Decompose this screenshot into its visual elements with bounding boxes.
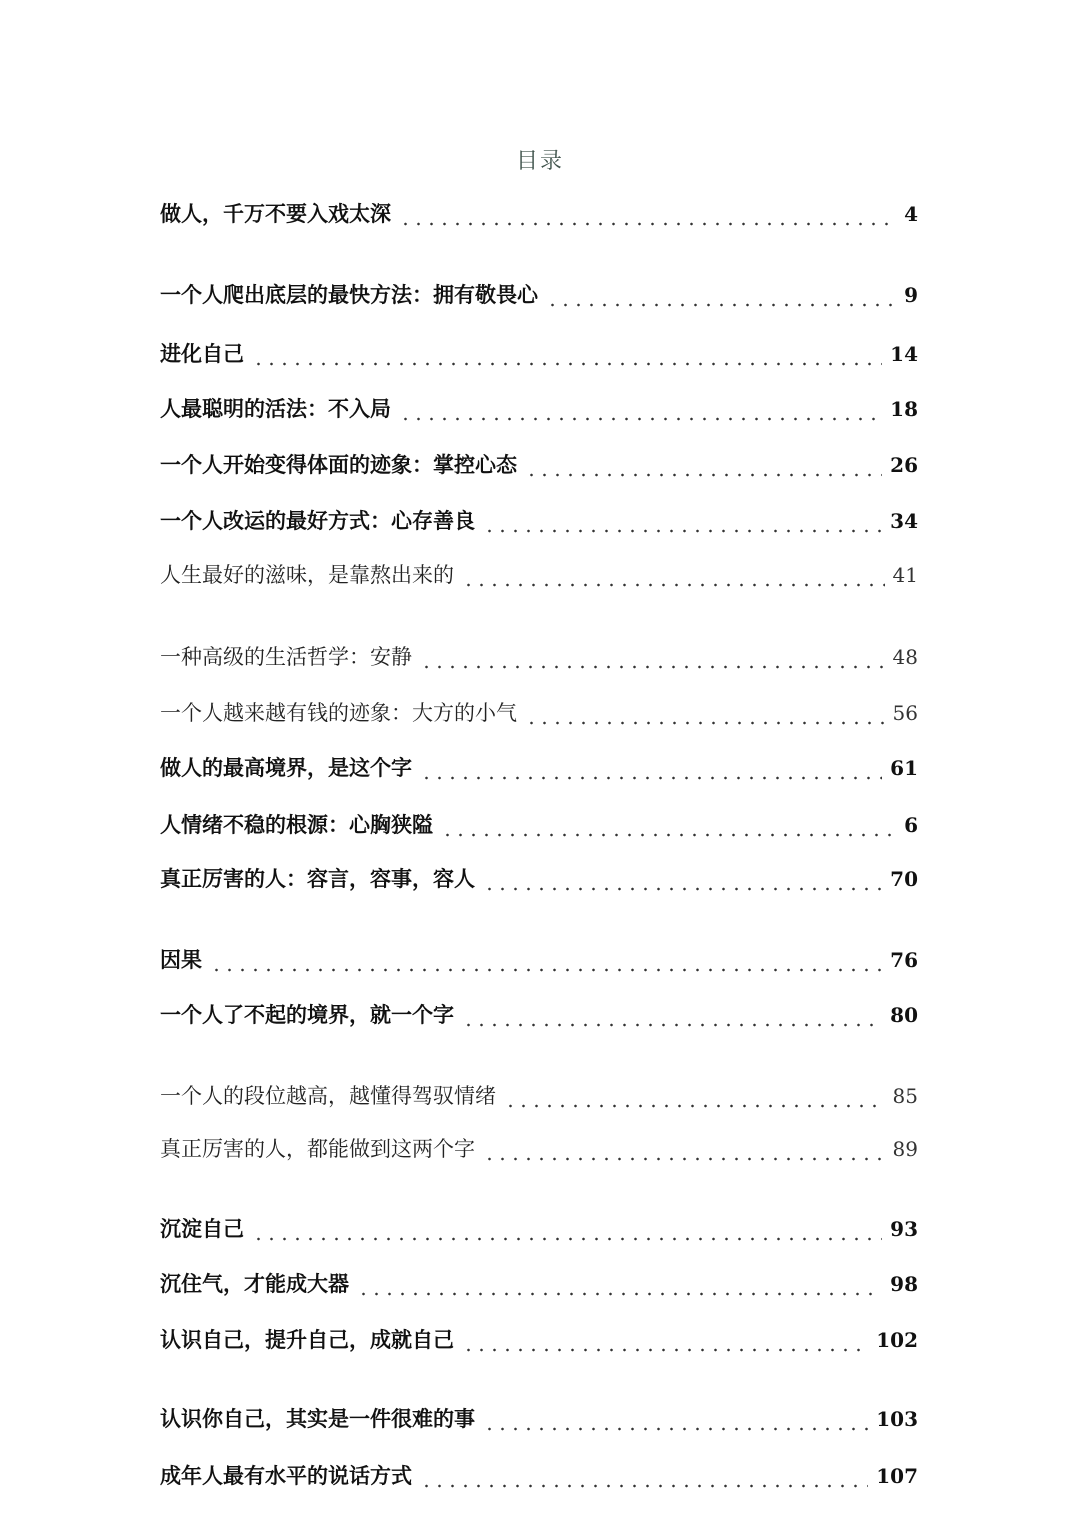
toc-entry-page: 6 (904, 813, 918, 837)
toc-entry-page: 89 (892, 1137, 918, 1161)
toc-entry[interactable] (160, 1267, 918, 1301)
toc-entry-page: 34 (890, 509, 918, 533)
toc-entry-title: 真正厉害的人，都能做到这两个字 (160, 1137, 475, 1161)
toc-entry-title: 人生最好的滋味，是靠熬出来的 (160, 563, 454, 587)
toc-entry-page: 4 (904, 202, 918, 226)
dot-leader (399, 210, 896, 226)
toc-entry-page: 102 (876, 1328, 918, 1352)
toc-entry[interactable] (160, 1079, 918, 1113)
toc-entry-title: 做人的最高境界，是这个字 (160, 756, 412, 780)
toc-entry[interactable] (160, 1132, 918, 1166)
toc-entry[interactable] (160, 998, 918, 1032)
dot-leader (399, 405, 882, 421)
toc-entry[interactable] (160, 640, 918, 674)
toc-entry-page: 9 (904, 283, 918, 307)
toc-entry-title: 进化自己 (160, 342, 244, 366)
dot-leader (252, 1225, 882, 1241)
toc-entry[interactable] (160, 448, 918, 482)
toc-entry-title: 做人，千万不要入戏太深 (160, 202, 391, 226)
dot-leader (357, 1280, 882, 1296)
toc-entry-title: 沉住气，才能成大器 (160, 1272, 349, 1296)
toc-entry[interactable] (160, 504, 918, 538)
toc-entry-page: 85 (892, 1084, 918, 1108)
toc-entry-page: 61 (890, 756, 918, 780)
toc-entry-page: 76 (890, 948, 918, 972)
toc-entry[interactable] (160, 862, 918, 896)
toc-entry[interactable] (160, 197, 918, 231)
toc-entry-page: 14 (890, 342, 918, 366)
toc-entry-page: 56 (892, 701, 918, 725)
toc-entry[interactable] (160, 278, 918, 312)
toc-entry-title: 人最聪明的活法：不入局 (160, 397, 391, 421)
dot-leader (420, 653, 885, 669)
toc-entry[interactable] (160, 1459, 918, 1493)
toc-entry[interactable] (160, 751, 918, 785)
toc-entry-title: 沉淀自己 (160, 1217, 244, 1241)
toc-entry-page: 48 (892, 645, 918, 669)
toc-entry-title: 一个人的段位越高，越懂得驾驭情绪 (160, 1084, 496, 1108)
dot-leader (441, 821, 896, 837)
toc-entry[interactable] (160, 1402, 918, 1436)
toc-entry-title: 一种高级的生活哲学：安静 (160, 645, 412, 669)
toc-entry-page: 103 (876, 1407, 918, 1431)
toc-entry-title: 一个人越来越有钱的迹象：大方的小气 (160, 701, 517, 725)
toc-entry-page: 93 (890, 1217, 918, 1241)
toc-entry[interactable] (160, 337, 918, 371)
toc-entry-page: 70 (890, 867, 918, 891)
dot-leader (462, 1011, 882, 1027)
toc-entry-title: 因果 (160, 948, 202, 972)
dot-leader (420, 1472, 868, 1488)
toc-entry-page: 41 (892, 563, 918, 587)
toc-entry[interactable] (160, 1212, 918, 1246)
dot-leader (210, 956, 882, 972)
toc-entry[interactable] (160, 808, 918, 842)
toc-entry-title: 认识自己，提升自己，成就自己 (160, 1328, 454, 1352)
toc-entry[interactable] (160, 392, 918, 426)
toc-entry-page: 18 (890, 397, 918, 421)
dot-leader (483, 1145, 885, 1161)
toc-entry[interactable] (160, 1323, 918, 1357)
toc-entry-page: 98 (890, 1272, 918, 1296)
dot-leader (525, 709, 885, 725)
toc-title: 目录 (515, 149, 564, 174)
dot-leader (504, 1092, 885, 1108)
toc-entry-title: 成年人最有水平的说话方式 (160, 1464, 412, 1488)
toc-entry-title: 一个人开始变得体面的迹象：掌控心态 (160, 453, 517, 477)
toc-entry-title: 真正厉害的人：容言，容事，容人 (160, 867, 475, 891)
toc-entry-title: 认识你自己，其实是一件很难的事 (160, 1407, 475, 1431)
toc-entry[interactable] (160, 558, 918, 592)
dot-leader (483, 875, 882, 891)
dot-leader (462, 571, 885, 587)
toc-entry-title: 人情绪不稳的根源：心胸狭隘 (160, 813, 433, 837)
toc-entry[interactable] (160, 696, 918, 730)
toc-entry-page: 26 (890, 453, 918, 477)
dot-leader (420, 764, 882, 780)
dot-leader (483, 517, 882, 533)
toc-entry-page: 107 (876, 1464, 918, 1488)
dot-leader (483, 1415, 868, 1431)
toc-entry[interactable] (160, 943, 918, 977)
dot-leader (546, 291, 896, 307)
toc-entry-page: 80 (890, 1003, 918, 1027)
dot-leader (252, 350, 882, 366)
toc-entry-title: 一个人了不起的境界，就一个字 (160, 1003, 454, 1027)
toc-entry-title: 一个人改运的最好方式：心存善良 (160, 509, 475, 533)
toc-entry-title: 一个人爬出底层的最快方法：拥有敬畏心 (160, 283, 538, 307)
dot-leader (525, 461, 882, 477)
dot-leader (462, 1336, 868, 1352)
